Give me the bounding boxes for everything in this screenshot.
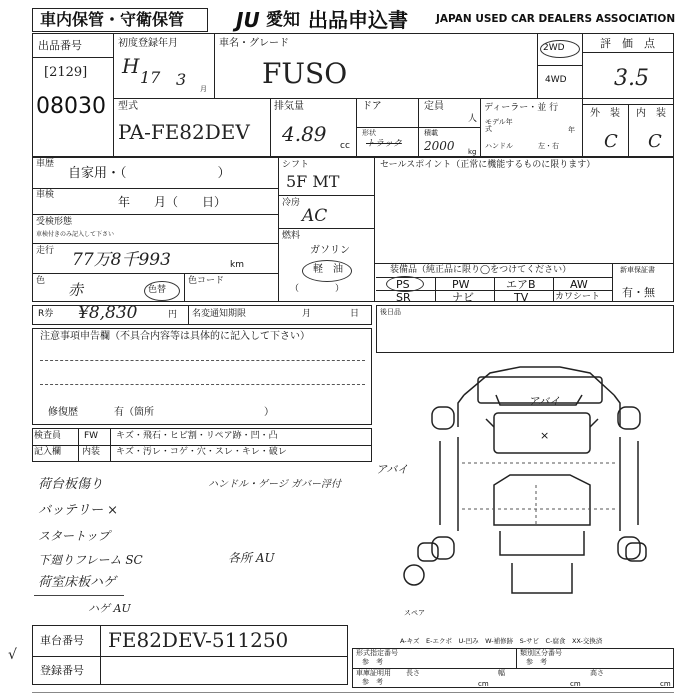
drive-4wd: 4WD	[545, 75, 567, 85]
dealer-label: ディーラー・並 行	[484, 103, 559, 113]
drive-2wd: 2WD	[543, 43, 565, 53]
color-code-label: 色コード	[188, 276, 225, 286]
later-items-label: 後日品	[380, 308, 401, 316]
diagram-note-x: ×	[540, 429, 550, 442]
association-name: JAPAN USED CAR DEALERS ASSOCIATION	[436, 13, 676, 25]
lot-label: 出品番号	[38, 39, 82, 52]
inspection-value: 年 月（ 日）	[118, 195, 227, 209]
reg-era: H	[122, 54, 140, 78]
notice-month: 月	[302, 309, 312, 319]
vehicle-damage-diagram	[400, 355, 680, 615]
door-label: ドア	[362, 101, 382, 112]
width-label: 幅	[498, 669, 505, 677]
equip-sr: SR	[396, 291, 411, 304]
model-year-unit: 年	[568, 126, 575, 134]
load-value: 2000	[424, 139, 455, 153]
margin-check: √	[8, 647, 17, 663]
hw-note-7: ハンドル・ゲージ ガバー浮付	[208, 479, 341, 490]
ac-value: AC	[302, 206, 328, 226]
fuel-diesel-mark	[302, 260, 352, 282]
form-title: 出品申込書	[308, 8, 408, 32]
inspector-exterior-row: キズ・飛石・ヒビ割・リペア跡・凹・凸	[116, 431, 278, 441]
repair-value: 有（箇所 ）	[114, 407, 274, 418]
equip-ps: PS	[396, 278, 410, 291]
rating-value: 3.5	[614, 66, 649, 91]
equip-pw: PW	[452, 278, 470, 291]
mileage-unit: km	[230, 260, 244, 270]
diagram-note-top: アバイ	[528, 395, 561, 408]
lot-bracket: [2129]	[44, 65, 88, 80]
mileage-label: 走行	[36, 246, 55, 256]
load-unit: kg	[468, 148, 477, 156]
fuel-diesel: 軽 油	[313, 264, 343, 275]
displacement-value: 4.89	[282, 122, 327, 146]
wheel-front-left	[432, 407, 454, 429]
history-value: 自家用・（ ）	[68, 166, 231, 181]
equip-seat: カワシート	[555, 292, 601, 302]
spare-label: スペア	[404, 609, 425, 617]
chassis-number: FE82DEV-511250	[108, 628, 289, 652]
handle-options: 左・右	[538, 142, 559, 150]
notes-label: 注意事項申告欄（不具合内容等は具体的に記入して下さい）	[40, 331, 310, 342]
exterior-label: 外 装	[590, 108, 620, 119]
displacement-unit: cc	[340, 141, 350, 151]
inspector-label: 検査員	[34, 431, 62, 441]
hw-note-4: 下廻りフレーム SC	[38, 553, 143, 567]
reg-month: 3	[176, 70, 187, 89]
interior-grade: C	[648, 131, 662, 152]
fuel-gas: ガソリン	[310, 245, 350, 256]
spare-tire	[404, 565, 424, 585]
wheel-rear-lower-left	[418, 543, 438, 561]
recycle-amount: ¥8,830	[78, 303, 138, 323]
shape-value: トラック	[366, 139, 402, 149]
inspector-interior: 内装	[82, 447, 101, 457]
history-label: 車歴	[36, 159, 55, 169]
warranty-options: 有・無	[622, 286, 655, 299]
later-items-box	[376, 305, 674, 353]
hw-note-6: ハゲ AU	[88, 602, 131, 615]
reg-cert-sub: 参 考	[362, 678, 383, 686]
model-label: 車名・グレード	[219, 38, 289, 49]
inspection-form-label: 受検形態	[36, 217, 73, 227]
color-label: 色	[36, 276, 46, 286]
equip-ps-mark	[386, 276, 424, 292]
hw-note-1: 荷台板傷り	[38, 477, 104, 492]
interior-label: 内 装	[636, 108, 666, 119]
height-unit: cm	[660, 680, 671, 688]
shape-label: 形状	[362, 129, 376, 137]
sales-point-label: セールスポイント（正常に機能するものに限ります）	[380, 160, 596, 170]
fuel-label: 燃料	[282, 231, 301, 241]
first-reg-label: 初度登録年月	[118, 38, 178, 49]
registration-number-label: 登録番号	[40, 664, 84, 677]
inspector-fw: FW	[84, 431, 99, 441]
fuel-other: （ ）	[290, 284, 345, 294]
inspector-interior-row: キズ・汚レ・コゲ・穴・スレ・キレ・破レ	[116, 447, 287, 457]
length-label: 長さ	[406, 669, 420, 677]
capacity-unit: 人	[468, 114, 478, 124]
reg-cert-label: 車庫証明用	[356, 669, 391, 677]
rating-label: 評 価 点	[600, 37, 655, 50]
storage-label: 車内保管・守衛保管	[40, 10, 185, 29]
hw-note-8: 各所 AU	[228, 551, 275, 565]
equip-aw: AW	[570, 278, 588, 291]
inspection-label: 車検	[36, 190, 55, 200]
repair-label: 修復歴	[48, 407, 78, 418]
reg-month-unit: 月	[200, 85, 207, 93]
inspection-form-note: 車検付きのみ記入して下さい	[36, 231, 115, 238]
form-spec-label: 形式指定番号	[356, 649, 398, 657]
equip-airbag: エアB	[506, 278, 536, 291]
warranty-label: 新車保証書	[620, 266, 655, 274]
height-label: 高さ	[590, 669, 604, 677]
hw-note-2: バッテリー ×	[38, 503, 119, 518]
wheel-rear-left	[432, 537, 454, 559]
model-value: FUSO	[262, 57, 348, 90]
wheel-front-right	[618, 407, 640, 429]
color-value: 赤	[68, 281, 84, 299]
recycle-label: R券	[38, 309, 54, 319]
hw-note-3: スタートップ	[38, 529, 110, 543]
notice-label: 名変通知期限	[192, 309, 247, 319]
inspector-note-label: 記入欄	[34, 447, 62, 457]
equipment-label: 装備品（純正品に限り◯をつけてください）	[390, 265, 572, 275]
displacement-label: 排気量	[274, 101, 304, 112]
type-value: PA-FE82DEV	[118, 120, 250, 144]
length-unit: cm	[478, 680, 489, 688]
recycle-unit: 円	[168, 310, 178, 320]
type-label: 型式	[118, 101, 138, 112]
capacity-label: 定員	[424, 101, 444, 112]
notice-day: 日	[350, 309, 360, 319]
form-spec-sub: 参 考	[362, 658, 383, 666]
hw-note-5: 荷室床板ハゲ	[38, 575, 117, 590]
exterior-grade: C	[604, 131, 618, 152]
color-change-mark	[144, 281, 180, 301]
logo-text: 愛知	[266, 10, 300, 30]
equip-tv: TV	[514, 291, 529, 304]
color-change: 色替	[148, 285, 167, 295]
chassis-label: 車台番号	[40, 634, 84, 647]
category-sub: 参 考	[526, 658, 547, 666]
drive-2wd-mark	[540, 40, 580, 58]
shift-label: シフト	[282, 160, 310, 170]
lot-number: 08030	[36, 94, 106, 119]
equip-navi: ナビ	[452, 291, 474, 304]
reg-year: 17	[140, 68, 161, 87]
category-label: 類別区分番号	[520, 649, 562, 657]
handle-label: ハンドル	[485, 142, 513, 150]
shift-value: 5F MT	[286, 172, 340, 191]
mileage-value: 77万8千993	[72, 250, 171, 270]
ac-label: 冷房	[282, 198, 301, 208]
width-unit: cm	[570, 680, 581, 688]
logo-mark: JU	[236, 8, 260, 32]
damage-legend: A-キズ E-エクボ U-凹み W-補修跡 S-サビ C-腐食 XX-交換済	[400, 637, 603, 645]
model-year-label: モデル年式	[485, 118, 513, 133]
wheel-rear-right	[618, 537, 640, 559]
load-label: 積載	[424, 129, 438, 137]
diagram-note-left: アバイ	[376, 463, 409, 476]
